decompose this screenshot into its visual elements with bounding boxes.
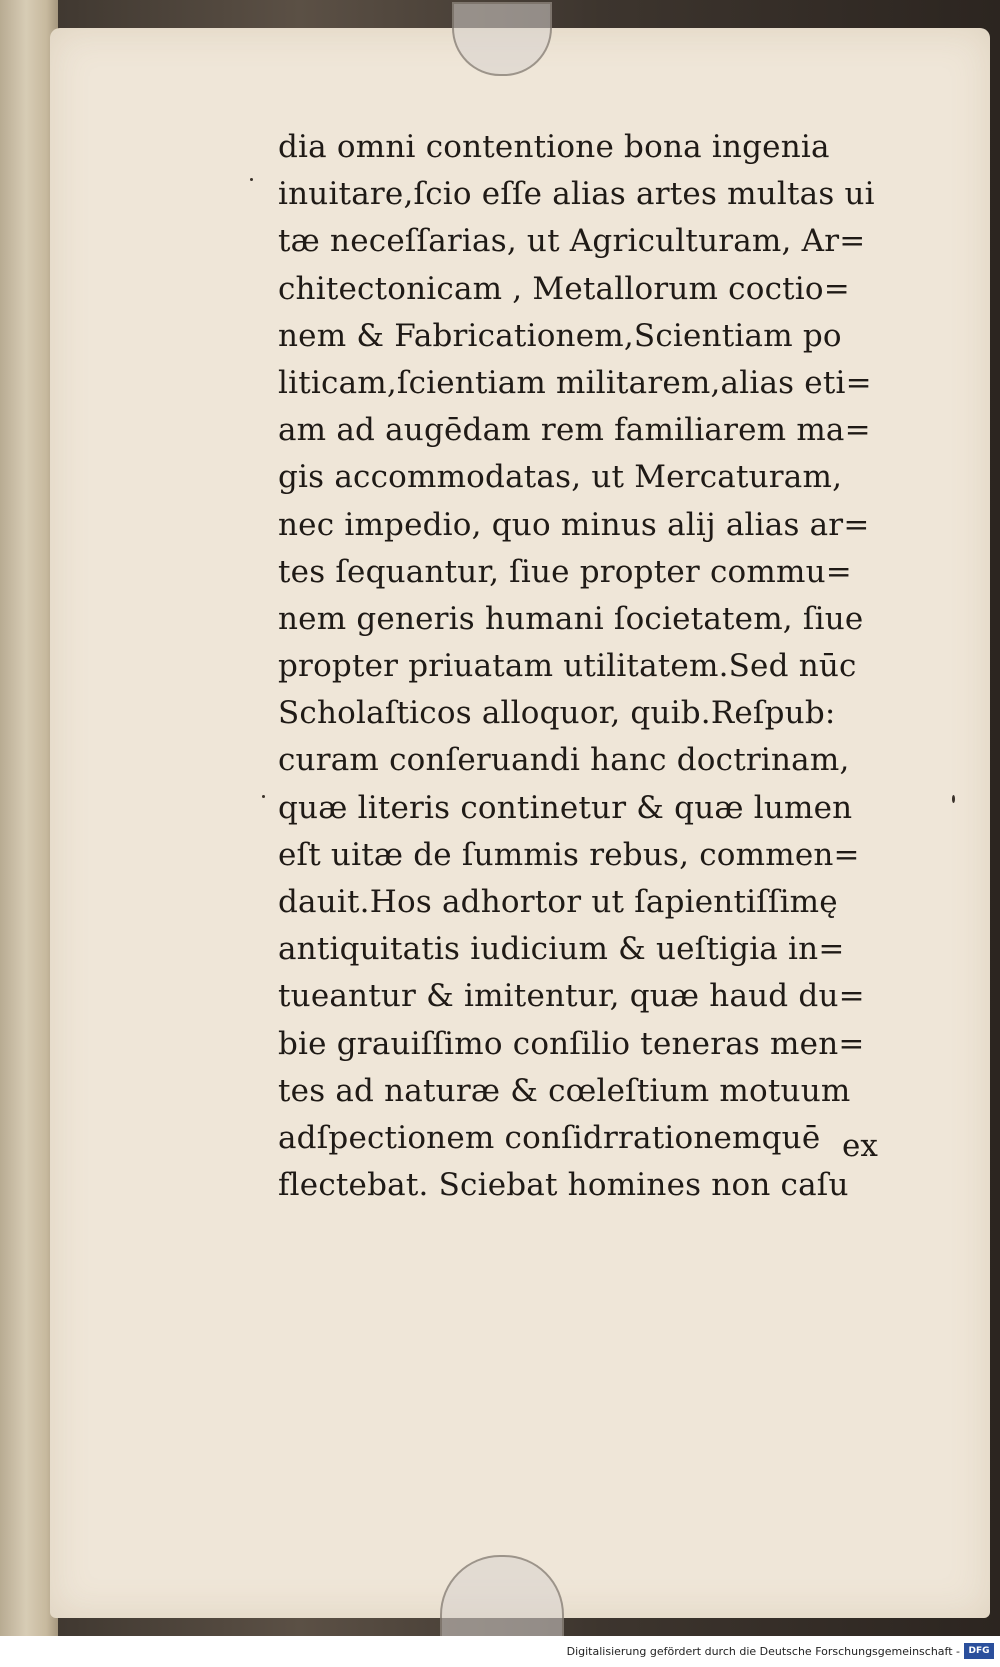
text-line: quæ literis continetur & quæ lumen — [278, 789, 853, 826]
text-line: dia omni contentione bona ingenia — [278, 129, 830, 165]
text-line: am ad augēdam rem familiarem ma= — [278, 412, 871, 449]
text-line: propter priuatam utilitatem.Sed nūc — [278, 648, 857, 685]
text-line: adſpectionem conſidrrationemquē — [278, 1119, 821, 1156]
text-line: nem & Fabricationem,Scientiam po — [278, 317, 842, 354]
text-line: dauit.Hos adhortor ut ſapientiſſimę — [278, 884, 838, 920]
dfg-logo: DFG — [964, 1643, 994, 1659]
text-line: curam conſeruandi hanc doctrinam, — [278, 742, 850, 779]
text-line: tæ neceſſarias, ut Agriculturam, Ar= — [278, 223, 866, 260]
text-line: tueantur & imitentur, quæ haud du= — [278, 978, 865, 1015]
text-line: Scholaſticos alloquor, quib.Reſpub: — [278, 695, 836, 732]
ink-speck — [250, 178, 253, 181]
text-line: nem generis humani ſocietatem, ſiue — [278, 600, 864, 637]
text-line: nec impedio, quo minus alij alias ar= — [278, 506, 870, 543]
text-line: gis accommodatas, ut Mercaturam, — [278, 459, 843, 496]
page-text — [278, 124, 898, 1209]
funding-credit: Digitalisierung gefördert durch die Deutsche Forschungsgemeinschaft - — [566, 1645, 960, 1658]
text-line: flectebat. Sciebat homines non caſu — [278, 1167, 849, 1204]
ink-speck — [952, 795, 955, 803]
text-line: tes ad naturæ & cœleſtium motuum — [278, 1072, 851, 1109]
text-line: antiquitatis iudicium & ueſtigia in= — [278, 931, 845, 968]
text-line: liticam,ſcientiam militarem,alias eti= — [278, 364, 872, 401]
text-line: bie grauiſſimo conſilio teneras men= — [278, 1025, 865, 1062]
catchword: ex — [842, 1128, 878, 1164]
text-line: eſt uitæ de ſummis rebus, commen= — [278, 836, 860, 873]
text-line: chitectonicam , Metallorum coctio= — [278, 270, 850, 307]
text-line: tes ſequantur, ſiue propter commu= — [278, 553, 852, 590]
ink-speck — [262, 795, 265, 798]
text-line: inuitare,ſcio eſſe alias artes multas ui — [278, 176, 875, 213]
